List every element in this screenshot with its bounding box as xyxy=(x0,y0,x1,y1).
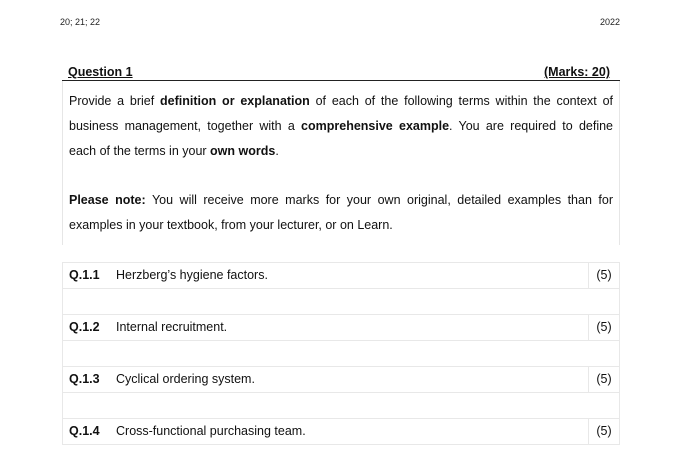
note-text: You will receive more marks for your own original, detailed examples than for examples in your textbook, from your lecturer, or on Learn. xyxy=(69,193,613,232)
sub-question-marks-cell xyxy=(588,419,619,444)
intro-text-2: of each of the following terms within the context of business management, together with a xyxy=(69,94,613,133)
sub-question-text: Cross-functional purchasing team. xyxy=(116,424,306,438)
sub-question-marks: (5) xyxy=(596,424,612,438)
intro-text-1: Provide a brief xyxy=(69,94,161,108)
question-title: Question 1 xyxy=(68,65,133,79)
question-intro xyxy=(69,89,613,164)
intro-bold-example: comprehensive example xyxy=(301,119,450,133)
sub-question-row xyxy=(62,262,620,289)
intro-text-3: . You are required to define each of the terms in your xyxy=(69,119,613,158)
sub-question-marks: (5) xyxy=(596,320,612,334)
sub-question-row xyxy=(62,418,620,445)
question-block xyxy=(62,62,620,245)
sub-question-marks-cell xyxy=(588,315,619,340)
sub-question-text: Cyclical ordering system. xyxy=(116,372,255,386)
sub-question-number: Q.1.4 xyxy=(69,424,100,438)
intro-bold-own-words: own words xyxy=(210,144,276,158)
header-course-codes: 20; 21; 22 xyxy=(60,17,101,27)
sub-question-marks: (5) xyxy=(596,268,612,282)
row-spacer xyxy=(62,393,620,418)
note-label: Please note: xyxy=(69,193,146,207)
header-year: 2022 xyxy=(599,17,620,27)
sub-question-row xyxy=(62,314,620,341)
question-marks: (Marks: 20) xyxy=(544,65,610,79)
sub-question-marks-cell xyxy=(588,367,619,392)
sub-question-marks: (5) xyxy=(596,372,612,386)
sub-question-number: Q.1.2 xyxy=(69,320,100,334)
row-spacer xyxy=(62,289,620,314)
please-note xyxy=(69,188,613,238)
sub-question-marks-cell xyxy=(588,263,619,288)
sub-question-text: Internal recruitment. xyxy=(116,320,228,334)
sub-question-number: Q.1.1 xyxy=(69,268,100,282)
sub-question-row xyxy=(62,366,620,393)
question-body xyxy=(62,81,620,245)
intro-text-4: . xyxy=(275,144,279,158)
sub-question-list xyxy=(62,262,620,445)
sub-question-number: Q.1.3 xyxy=(69,372,100,386)
row-spacer xyxy=(62,341,620,366)
intro-bold-definition: definition or explanation xyxy=(160,94,310,108)
sub-question-text: Herzberg’s hygiene factors. xyxy=(116,268,268,282)
question-title-row xyxy=(62,62,620,81)
